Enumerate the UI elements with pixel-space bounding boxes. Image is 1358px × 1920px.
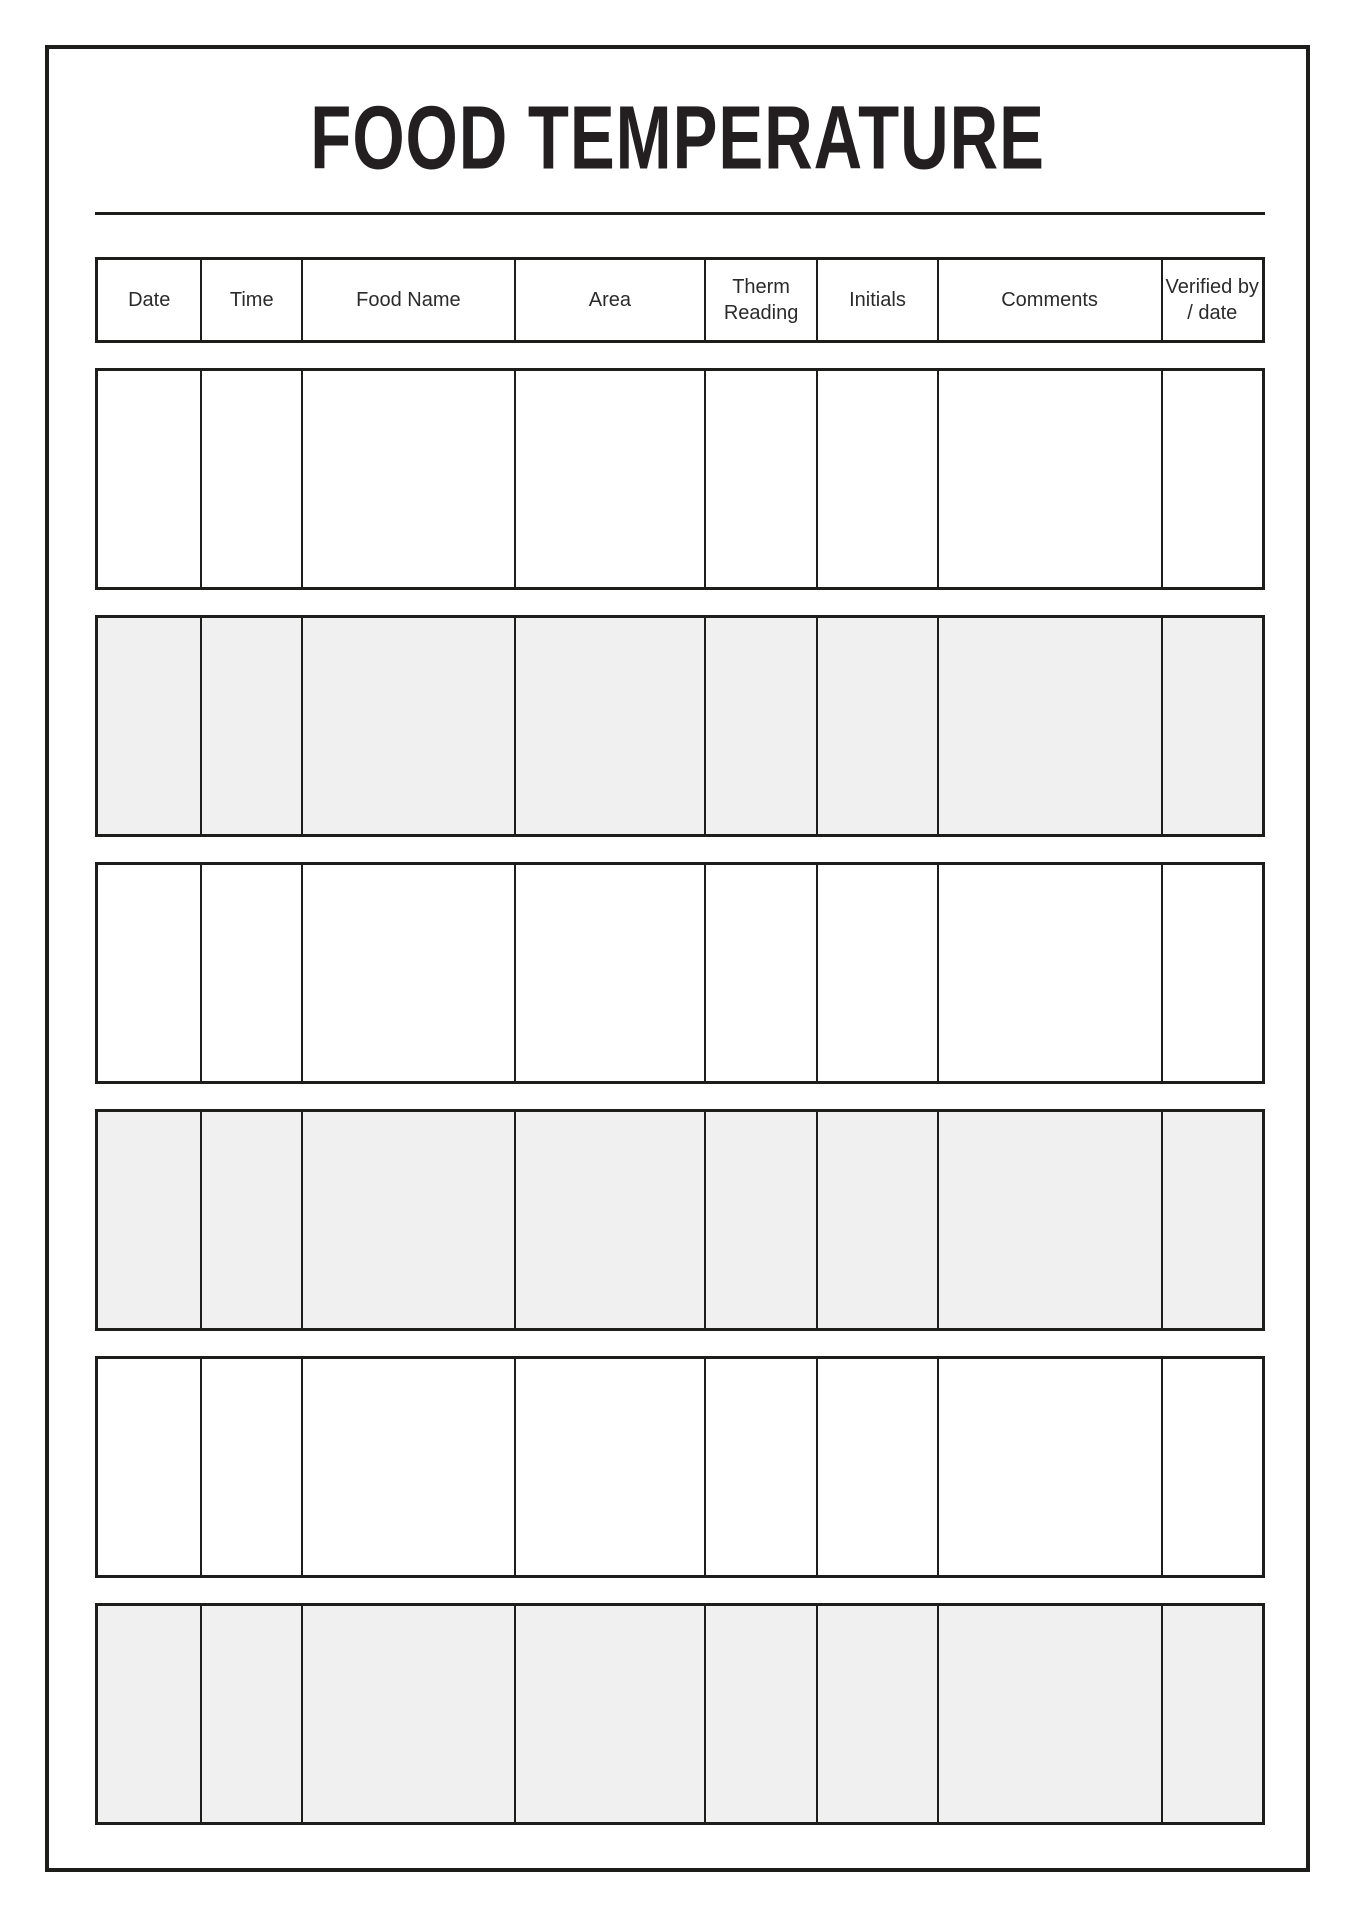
- table-cell-time: [200, 1112, 300, 1328]
- table-cell-initials: [816, 371, 936, 587]
- table-cell-time: [200, 371, 300, 587]
- table-cell-date: [98, 371, 200, 587]
- table-cell-therm-reading: [704, 1112, 816, 1328]
- table-cell-food-name: [301, 1606, 514, 1822]
- table-cell-comments: [937, 618, 1161, 834]
- table-cell-date: [98, 1606, 200, 1822]
- table-cell-verified: [1161, 1112, 1262, 1328]
- table-cell-therm-reading: [704, 1359, 816, 1575]
- table-cell-food-name: [301, 618, 514, 834]
- column-header-date: Date: [128, 289, 171, 311]
- table-cell-food-name: [301, 1359, 514, 1575]
- column-header-comments: Comments: [937, 260, 1161, 340]
- column-header-initials: Initials: [816, 260, 936, 340]
- table-cell-date: [98, 1112, 200, 1328]
- table-cell-comments: [937, 1359, 1161, 1575]
- table-cell-comments: [937, 371, 1161, 587]
- table-row: [95, 615, 1265, 837]
- log-table: [95, 257, 1265, 1825]
- table-cell-initials: [816, 618, 936, 834]
- table-cell-area: [514, 371, 704, 587]
- table-cell-therm-reading: [704, 865, 816, 1081]
- table-cell-comments: [937, 1606, 1161, 1822]
- table-cell-verified: [1161, 1606, 1262, 1822]
- table-cell-date: [98, 618, 200, 834]
- table-row: [95, 1109, 1265, 1331]
- column-header-therm-reading: Therm Reading: [704, 260, 816, 340]
- table-cell-therm-reading: [704, 1606, 816, 1822]
- table-cell-time: [200, 1606, 300, 1822]
- table-cell-verified: [1161, 1359, 1262, 1575]
- table-cell-food-name: [301, 371, 514, 587]
- column-header-food-name: Food Name: [301, 260, 514, 340]
- table-row: [95, 368, 1265, 590]
- table-row: [95, 862, 1265, 1084]
- table-row: [95, 1356, 1265, 1578]
- table-cell-therm-reading: [704, 371, 816, 587]
- table-cell-initials: [816, 865, 936, 1081]
- column-header-area: Area: [514, 260, 704, 340]
- table-cell-initials: [816, 1359, 936, 1575]
- table-cell-area: [514, 1359, 704, 1575]
- table-cell-area: [514, 618, 704, 834]
- table-cell-area: [514, 1112, 704, 1328]
- table-cell-time: [200, 865, 300, 1081]
- table-cell-date: [98, 1359, 200, 1575]
- page-frame: [45, 45, 1310, 1872]
- column-header-verified: Verified by / date: [1161, 260, 1262, 340]
- title-divider: [95, 212, 1265, 215]
- table-cell-initials: [816, 1606, 936, 1822]
- table-cell-verified: [1161, 371, 1262, 587]
- table-cell-initials: [816, 1112, 936, 1328]
- column-header-time: Time: [200, 260, 300, 340]
- table-cell-date: [98, 865, 200, 1081]
- table-row: [95, 1603, 1265, 1825]
- table-cell-time: [200, 1359, 300, 1575]
- table-cell-food-name: [301, 1112, 514, 1328]
- table-cell-comments: [937, 865, 1161, 1081]
- table-cell-time: [200, 618, 300, 834]
- title-area: [49, 77, 1306, 199]
- table-cell-therm-reading: [704, 618, 816, 834]
- table-cell-food-name: [301, 865, 514, 1081]
- table-cell-area: [514, 865, 704, 1081]
- table-cell-verified: [1161, 618, 1262, 834]
- page-title: FOOD TEMPERATURE: [310, 88, 1045, 188]
- table-cell-area: [514, 1606, 704, 1822]
- table-cell-verified: [1161, 865, 1262, 1081]
- table-cell-comments: [937, 1112, 1161, 1328]
- header-row: [95, 257, 1265, 343]
